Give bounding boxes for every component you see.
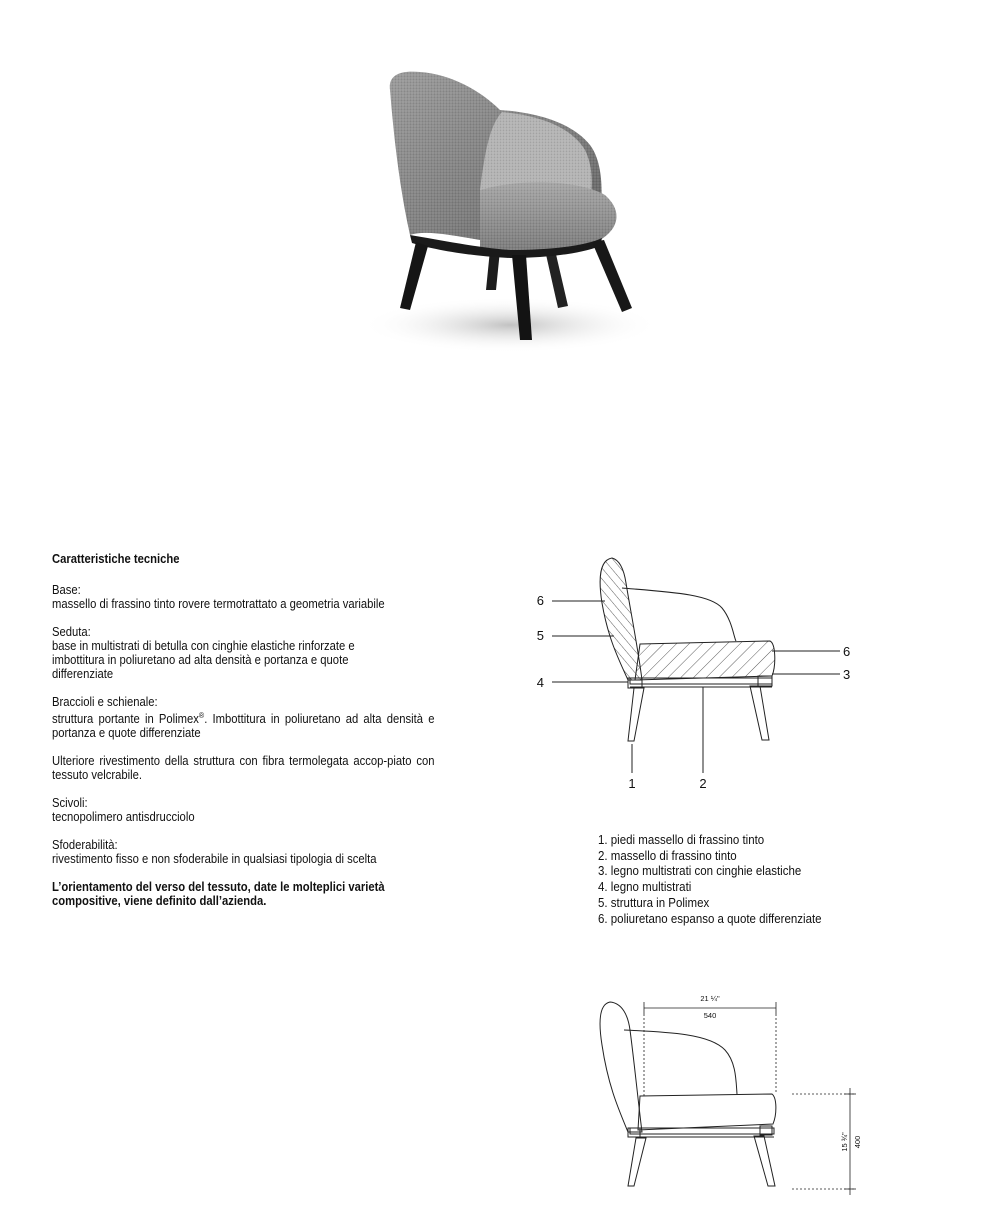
callout-3: 3 — [843, 667, 851, 682]
callout-6b: 6 — [843, 644, 851, 659]
height-inches: 15 ¾" — [840, 1132, 849, 1152]
technical-specs — [52, 552, 435, 922]
legend-item: 1. piedi massello di frassino tinto — [598, 833, 765, 847]
legend-item: 5. struttura in Polimex — [598, 895, 710, 910]
spec-glides-label: Scivoli: — [52, 796, 88, 811]
spec-arms-text-1: struttura portante in Polimex — [52, 712, 199, 727]
specs-title: Caratteristiche tecniche — [52, 552, 180, 566]
spec-removable-label: Sfoderabilità: — [52, 838, 118, 853]
dimension-drawing — [590, 990, 870, 1200]
legend-item: 3. legno multistrati con cinghie elastiche — [598, 864, 802, 879]
spec-glides-text: tecnopolimero antisdrucciolo — [52, 810, 195, 825]
spec-base-label: Base: — [52, 583, 81, 597]
height-mm: 400 — [853, 1135, 862, 1149]
spec-base — [52, 583, 435, 611]
spec-covering — [52, 754, 435, 782]
legend-item: 2. massello di frassino tinto — [598, 848, 737, 863]
spec-note-text: L’orientamento del verso del tessuto, date le molteplici varietà compositive, viene definito dall’azienda. — [52, 880, 385, 909]
spec-glides — [52, 796, 435, 824]
width-inches: 21 ¼" — [700, 994, 720, 1003]
spec-removable — [52, 838, 435, 866]
armchair-photo — [330, 50, 660, 370]
legend-item: 4. legno multistrati — [598, 880, 692, 895]
spec-seat — [52, 625, 435, 681]
materials-legend — [598, 833, 822, 927]
spec-arms — [52, 695, 435, 740]
spec-arms-text-2: . Imbottitura in poliuretano ad alta densità e portanza e quote differenziate — [52, 712, 435, 741]
spec-covering-text: Ulteriore rivestimento della struttura con fibra termolegata accop-piato con tessuto velcrabile. — [52, 754, 435, 783]
callout-5: 5 — [536, 628, 544, 643]
spec-arms-label: Braccioli e schienale: — [52, 695, 158, 709]
callout-4: 4 — [536, 675, 544, 690]
width-mm: 540 — [703, 1011, 717, 1020]
spec-arms-text — [52, 709, 435, 740]
spec-removable-text: rivestimento fisso e non sfoderabile in qualsiasi tipologia di scelta — [52, 852, 377, 867]
callout-1: 1 — [628, 776, 636, 791]
spec-base-text: massello di frassino tinto rovere termotrattato a geometria variabile — [52, 597, 385, 611]
cross-section-drawing — [530, 548, 860, 798]
callout-6a: 6 — [536, 593, 544, 608]
spec-note — [52, 880, 435, 908]
callout-2: 2 — [699, 776, 707, 791]
registered-mark: ® — [198, 711, 205, 720]
legend-item: 6. poliuretano espanso a quote differenziate — [598, 911, 822, 926]
spec-seat-text: base in multistrati di betulla con cinghie elastiche rinforzate e imbottitura in poliuretano ad alta densità e portanza e quote differenziate — [52, 639, 355, 681]
spec-seat-label: Seduta: — [52, 625, 91, 639]
